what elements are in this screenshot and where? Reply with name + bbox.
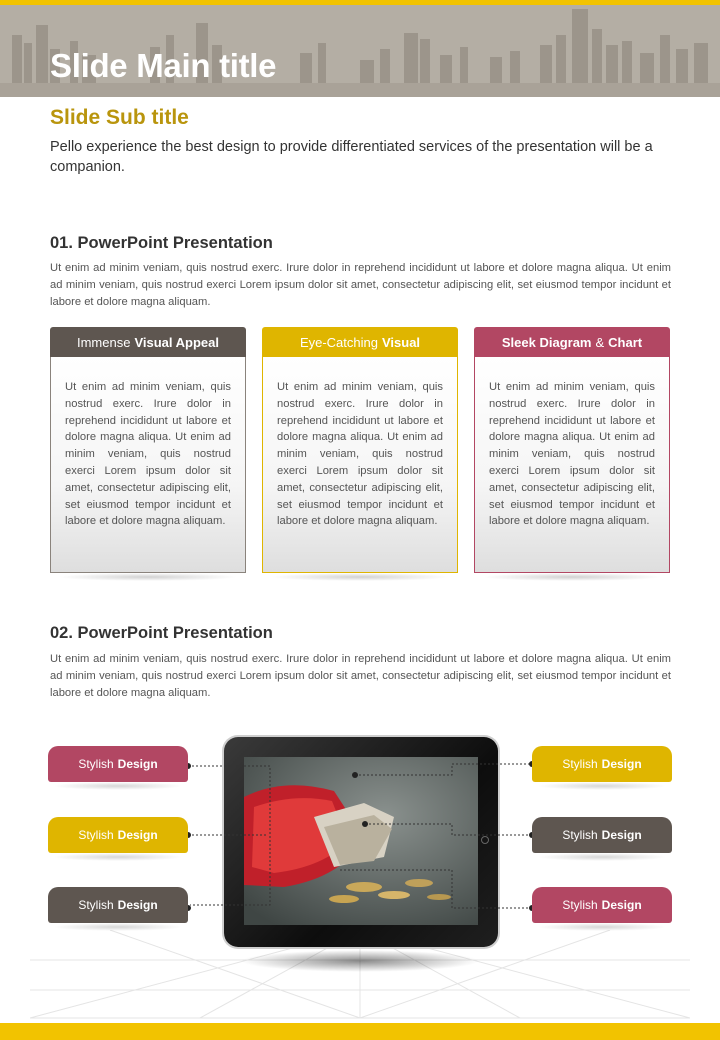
card-header-bold: Visual Appeal bbox=[134, 335, 219, 350]
card-shadow bbox=[270, 573, 450, 581]
card-body: Ut enim ad minim veniam, quis nostrud exerc. Irure dolor in reprehend incididunt ut labore et dolore magna aliqua. Ut enim ad minim veniam, quis nostrud exerci Lorem ipsum dolor sit amet, consectetur adipiscing elit, set eiusmod tempor incidunt et labore et dolore magna aliquam. bbox=[474, 357, 670, 573]
card-header bbox=[262, 327, 458, 358]
card-sleek-diagram bbox=[474, 327, 670, 573]
pill-label-bold: Design bbox=[117, 898, 158, 912]
pill-shadow bbox=[53, 782, 183, 790]
pill-label-bold: Design bbox=[117, 828, 158, 842]
pill-right-3 bbox=[532, 887, 672, 923]
pill-left-2 bbox=[48, 817, 188, 853]
pill-label: Stylish bbox=[78, 757, 114, 771]
pill-shadow bbox=[53, 923, 183, 931]
pill-label: Stylish bbox=[562, 898, 598, 912]
section-1-title: 01. PowerPoint Presentation bbox=[50, 234, 273, 252]
section-1-body: Ut enim ad minim veniam, quis nostrud exerc. Irure dolor in reprehend incididunt ut labore et dolore magna aliqua. Ut enim ad minim veniam, quis nostrud exerci Lorem ipsum dolor sit amet, consectetur adipiscing elit, set eiusmod tempor incidunt et labore et dolore magna aliquam. bbox=[50, 262, 671, 308]
pill-right-1 bbox=[532, 746, 672, 782]
pill-label: Stylish bbox=[78, 828, 114, 842]
card-header-bold-b: Chart bbox=[608, 335, 643, 350]
card-header-bold: Visual bbox=[381, 335, 421, 350]
card-shadow bbox=[482, 573, 662, 581]
section-2-body: Ut enim ad minim veniam, quis nostrud exerc. Irure dolor in reprehend incididunt ut labore et dolore magna aliqua. Ut enim ad minim veniam, quis nostrud exerci Lorem ipsum dolor sit amet, consectetur adipiscing elit, set eiusmod tempor incidunt et labore et dolore magna aliquam. bbox=[50, 653, 671, 699]
card-body: Ut enim ad minim veniam, quis nostrud exerc. Irure dolor in reprehend incididunt ut labore et dolore magna aliqua. Ut enim ad minim veniam, quis nostrud exerci Lorem ipsum dolor sit amet, consectetur adipiscing elit, set eiusmod tempor incidunt et labore et dolore magna aliquam. bbox=[50, 357, 246, 573]
card-body: Ut enim ad minim veniam, quis nostrud exerc. Irure dolor in reprehend incididunt ut labore et dolore magna aliqua. Ut enim ad minim veniam, quis nostrud exerci Lorem ipsum dolor sit amet, consectetur adipiscing elit, set eiusmod tempor incidunt et labore et dolore magna aliquam. bbox=[262, 357, 458, 573]
bottom-accent-bar bbox=[0, 1023, 720, 1040]
pill-label-bold: Design bbox=[601, 898, 642, 912]
card-header-amp: & bbox=[595, 335, 605, 350]
pill-left-3 bbox=[48, 887, 188, 923]
tablet-shadow bbox=[240, 950, 480, 972]
pill-label: Stylish bbox=[562, 828, 598, 842]
pill-label-bold: Design bbox=[117, 757, 158, 771]
pill-shadow bbox=[53, 853, 183, 861]
card-header bbox=[474, 327, 670, 358]
card-eye-catching bbox=[262, 327, 458, 573]
pill-label: Stylish bbox=[562, 757, 598, 771]
header-banner bbox=[0, 5, 720, 97]
card-shadow bbox=[58, 573, 238, 581]
slide-subtitle: Slide Sub title bbox=[50, 106, 189, 129]
pill-shadow bbox=[537, 782, 667, 790]
card-header bbox=[50, 327, 246, 358]
intro-text: Pello experience the best design to provide differentiated services of the presentation will be a companion. bbox=[50, 139, 653, 175]
card-header-plain: Eye-Catching bbox=[299, 335, 378, 350]
pill-shadow bbox=[537, 923, 667, 931]
pill-right-2 bbox=[532, 817, 672, 853]
card-header-bold-a: Sleek Diagram bbox=[501, 335, 592, 350]
section-2-title: 02. PowerPoint Presentation bbox=[50, 624, 273, 642]
pill-shadow bbox=[537, 853, 667, 861]
card-header-plain: Immense bbox=[76, 335, 131, 350]
pill-label-bold: Design bbox=[601, 828, 642, 842]
pill-label-bold: Design bbox=[601, 757, 642, 771]
pill-left-1 bbox=[48, 746, 188, 782]
card-visual-appeal bbox=[50, 327, 246, 573]
page-title: Slide Main title bbox=[50, 47, 277, 84]
pill-label: Stylish bbox=[78, 898, 114, 912]
